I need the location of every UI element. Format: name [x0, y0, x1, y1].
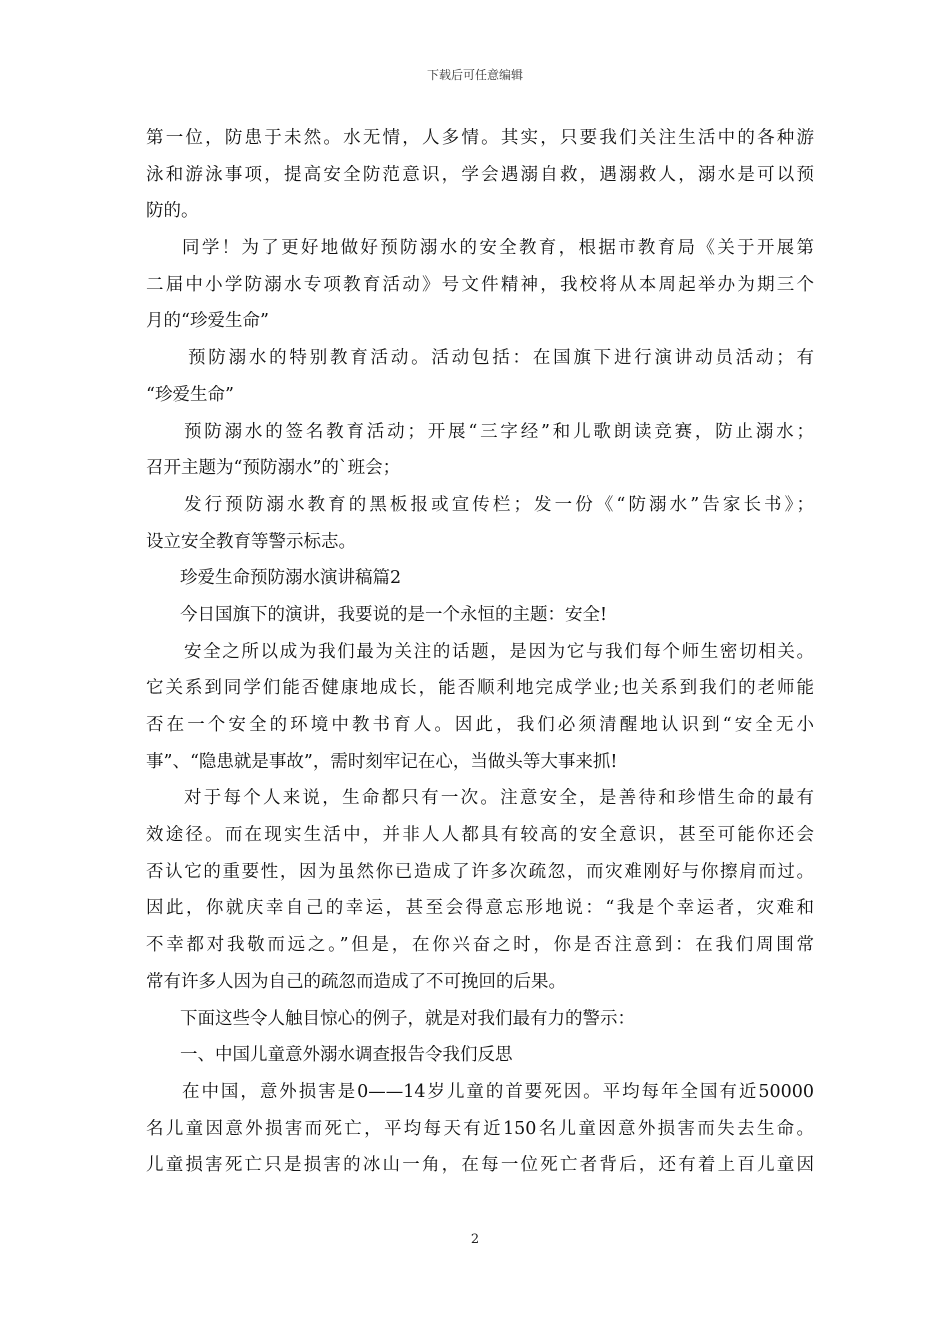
text-line: 否认它的重要性，因为虽然你已造成了许多次疏忽，而灾难刚好与你擦肩而过。 — [146, 861, 814, 882]
text-line: 儿童损害死亡只是损害的冰山一角，在每一位死亡者背后，还有着上百儿童因 — [146, 1155, 814, 1176]
text-line: 召开主题为“预防溺水”的`班会； — [146, 458, 401, 479]
text-line: 否在一个安全的环境中教书育人。因此，我们必须清醒地认识到“安全无小 — [146, 715, 814, 735]
document-body — [146, 120, 814, 1184]
text-line: 预防溺水的特别教育活动。活动包括：在国旗下进行演讲动员活动；有 — [188, 348, 814, 369]
text-line: 二届中小学防溺水专项教育活动》号文件精神，我校将从本周起举办为期三个 — [146, 274, 814, 295]
text-line: 名儿童因意外损害而死亡，平均每天有近150名儿童因意外损害而失去生命。 — [146, 1118, 814, 1139]
text-line: “珍爱生命” — [146, 384, 234, 405]
text-line: 同学！为了更好地做好预防溺水的安全教育，根据市教育局《关于开展第 — [182, 238, 814, 259]
text-line: 发行预防溺水教育的黑板报或宣传栏；发一份《“防溺水”告家长书》； — [184, 494, 814, 515]
text-line: 效途径。而在现实生活中，并非人人都具有较高的安全意识，甚至可能你还会 — [146, 825, 814, 846]
text-line: 对于每个人来说，生命都只有一次。注意安全，是善待和珍惜生命的最有 — [184, 788, 814, 809]
text-line: 预防溺水的签名教育活动；开展“三字经”和儿歌朗读竞赛，防止溺水； — [184, 421, 814, 442]
text-line: 安全之所以成为我们最为关注的话题，是因为它与我们每个师生密切相关。 — [184, 641, 814, 662]
text-line: 第一位，防患于未然。水无情，人多情。其实，只要我们关注生活中的各种游 — [146, 128, 814, 148]
text-line: 因此，你就庆幸自己的幸运，甚至会得意忘形地说：“我是个幸运者，灾难和 — [146, 898, 814, 919]
text-line: 设立安全教育等警示标志。 — [146, 531, 356, 552]
text-line: 不幸都对我敬而远之。”但是，在你兴奋之时，你是否注意到：在我们周围常 — [146, 935, 814, 956]
text-line: 今日国旗下的演讲，我要说的是一个永恒的主题：安全! — [180, 604, 608, 625]
text-line: 它关系到同学们能否健康地成长，能否顺利地完成学业;也关系到我们的老师能 — [146, 678, 814, 699]
text-line: 下面这些令人触目惊心的例子，就是对我们最有力的警示： — [180, 1008, 635, 1029]
text-line: 月的“珍爱生命” — [146, 311, 269, 332]
text-line: 一、中国儿童意外溺水调查报告令我们反思 — [180, 1045, 513, 1066]
text-line: 防的。 — [146, 201, 199, 222]
text-line: 在中国，意外损害是0——14岁儿童的首要死因。平均每年全国有近50000 — [182, 1081, 814, 1102]
text-line: 珍爱生命预防溺水演讲稿篇2 — [180, 568, 402, 589]
text-line: 事”、“隐患就是事故”，需时刻牢记在心，当做头等大事来抓! — [146, 751, 618, 772]
text-line: 泳和游泳事项，提高安全防范意识，学会遇溺自救，遇溺救人，溺水是可以预 — [146, 164, 814, 185]
text-line: 常有许多人因为自己的疏忽而造成了不可挽回的后果。 — [146, 971, 566, 992]
page-header: 下载后可任意编辑 — [426, 68, 523, 82]
page-number: 2 — [470, 1232, 480, 1247]
